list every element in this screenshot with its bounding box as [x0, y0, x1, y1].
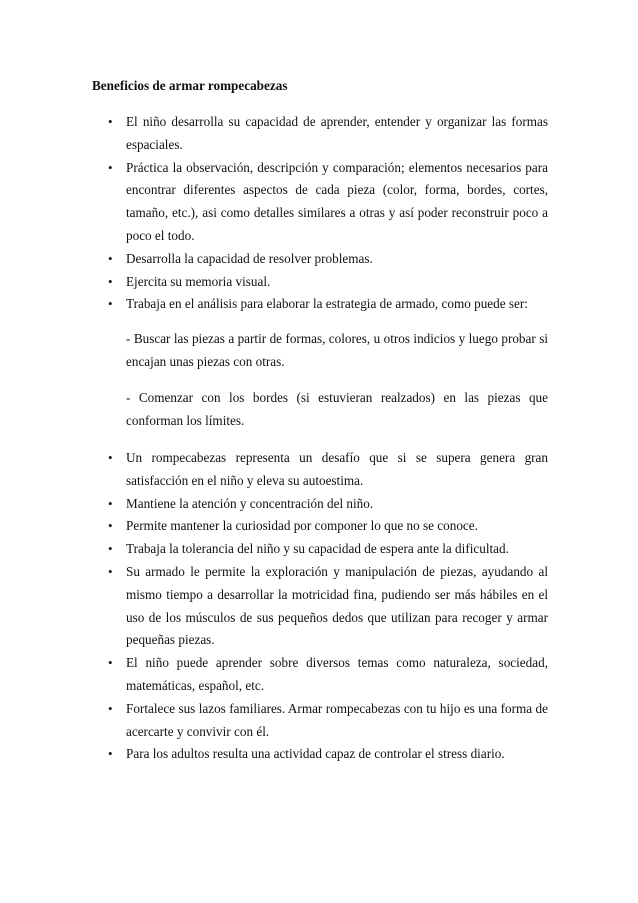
- list-item: [92, 743, 548, 766]
- list-item: [92, 561, 548, 652]
- bullet-icon: •: [108, 655, 113, 671]
- bullet-icon: •: [108, 518, 113, 534]
- document-title: Beneficios de armar rompecabezas: [92, 78, 288, 93]
- list-item-text: Para los adultos resulta una actividad capaz de controlar el stress diario.: [126, 746, 505, 762]
- strategy-sub-item: - Buscar las piezas a partir de formas, colores, u otros indicios y luego probar si encajan unas piezas con otras.: [126, 331, 548, 369]
- list-item: [92, 271, 548, 294]
- list-item-text: Trabaja en el análisis para elaborar la estrategia de armado, como puede ser:: [126, 296, 528, 312]
- list-item-text: Fortalece sus lazos familiares. Armar rompecabezas con tu hijo es una forma de acercarte y convivir con él.: [126, 700, 548, 739]
- list-item: [92, 698, 548, 744]
- list-item-text: El niño desarrolla su capacidad de aprender, entender y organizar las formas espaciales.: [126, 114, 548, 152]
- list-item-text: Desarrolla la capacidad de resolver problemas.: [126, 250, 373, 266]
- bullet-icon: •: [108, 114, 113, 129]
- list-item: [92, 157, 548, 248]
- bullet-icon: •: [108, 159, 113, 175]
- list-item-text: Ejercita su memoria visual.: [126, 273, 271, 289]
- bullet-icon: •: [108, 273, 113, 289]
- list-item-text: Trabaja la tolerancia del niño y su capacidad de espera ante la dificultad.: [126, 541, 509, 557]
- bullet-icon: •: [108, 495, 113, 511]
- list-item-text: Mantiene la atención y concentración del niño.: [126, 495, 374, 511]
- list-item-text: El niño puede aprender sobre diversos temas como naturaleza, sociedad, matemáticas, español, etc.: [126, 655, 548, 693]
- list-item-text: Su armado le permite la exploración y manipulación de piezas, ayudando al mismo tiempo a desarrollar la motricidad fina, pudiendo ser más hábiles en el uso de los músculos de sus pequeños dedos que utilizan para recoger y armar pequeñas piezas.: [126, 563, 548, 648]
- list-item-text: Práctica la observación, descripción y comparación; elementos necesarios para encontrar diferentes aspectos de cada pieza (color, forma, bordes, cortes, tamaño, etc.), asi como detalles similares a otras y así poder reconstruir poco a poco el todo.: [126, 159, 548, 243]
- list-item: [92, 515, 548, 538]
- strategy-sub-item: - Comenzar con los bordes (si estuvieran realzados) en las piezas que conforman los límites.: [126, 390, 548, 428]
- list-item-text: Permite mantener la curiosidad por componer lo que no se conoce.: [126, 518, 478, 534]
- bullet-icon: •: [108, 250, 113, 266]
- bullet-icon: •: [108, 450, 113, 465]
- list-item: [92, 111, 548, 157]
- bullet-icon: •: [108, 746, 113, 762]
- bullet-icon: •: [108, 541, 113, 557]
- list-item-text: Un rompecabezas representa un desafío que si se supera genera gran satisfacción en el niño y eleva su autoestima.: [126, 450, 548, 488]
- list-item: [92, 293, 548, 316]
- benefits-list-part-2: [92, 447, 548, 766]
- list-item: [92, 447, 548, 493]
- bullet-icon: •: [108, 700, 113, 716]
- list-item: [92, 538, 548, 561]
- list-item: [92, 493, 548, 516]
- list-item: [92, 652, 548, 698]
- list-item: [92, 248, 548, 271]
- benefits-list-part-1: [92, 111, 548, 316]
- bullet-icon: •: [108, 296, 113, 312]
- bullet-icon: •: [108, 563, 113, 579]
